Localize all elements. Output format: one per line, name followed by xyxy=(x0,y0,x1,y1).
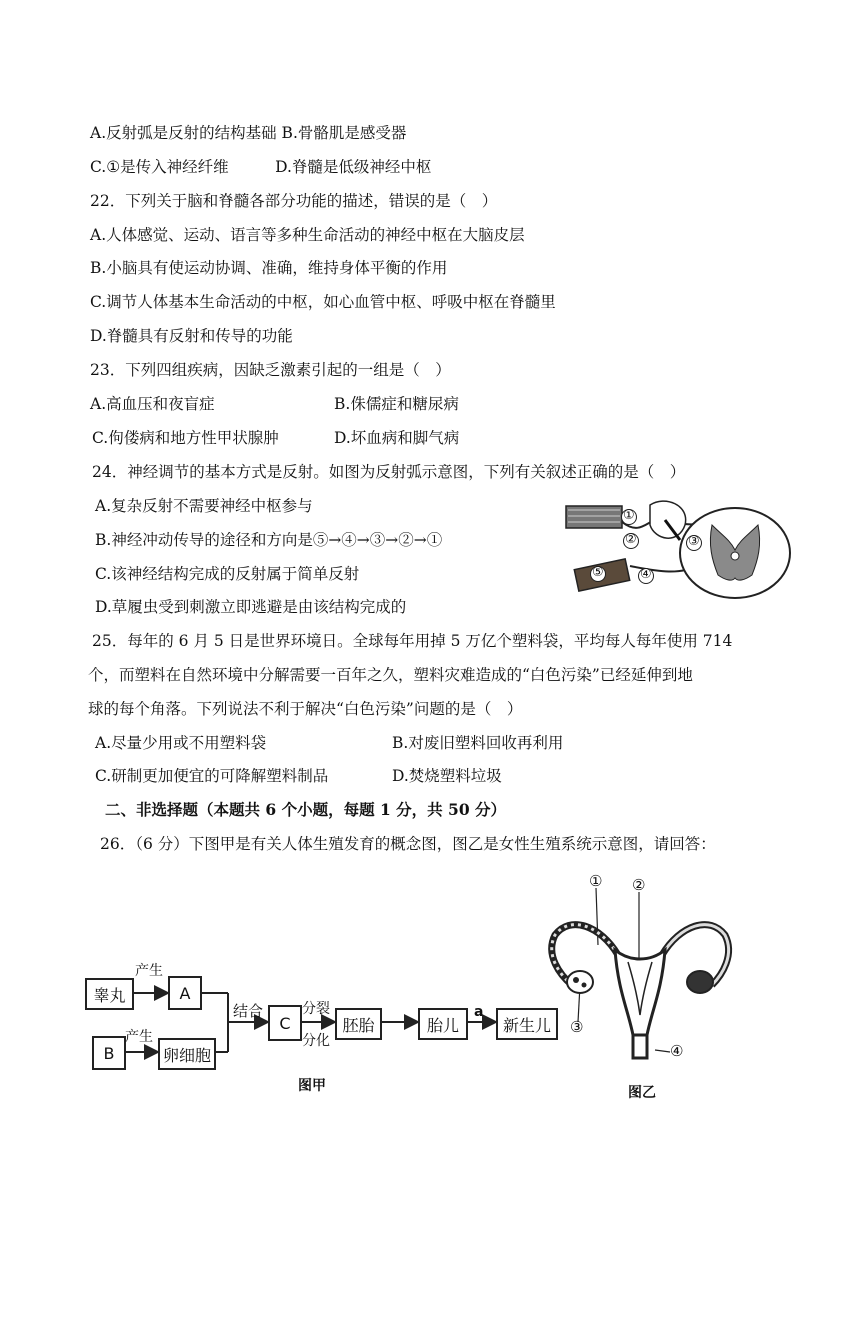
q23-option-b: B.侏儒症和糖尿病 xyxy=(334,395,459,413)
q22-option-c: C.调节人体基本生命活动的中枢，如心血管中枢、呼吸中枢在脊髓里 xyxy=(90,293,556,311)
q24-option-b: B.神经冲动传导的途径和方向是⑤→④→③→②→① xyxy=(95,531,443,549)
q25-option-c: C.研制更加便宜的可降解塑料制品 xyxy=(95,767,329,785)
q23-option-a: A.高血压和夜盲症 xyxy=(90,395,215,413)
q25-option-b: B.对废旧塑料回收再利用 xyxy=(392,734,564,752)
box-b: B xyxy=(92,1036,126,1070)
label-a: a xyxy=(474,1004,484,1020)
uterus-label-1: ① xyxy=(589,872,603,890)
reflex-label-2: ② xyxy=(625,532,637,547)
box-c: C xyxy=(268,1005,302,1041)
uterus-label-2: ② xyxy=(632,876,646,894)
q25-stem-line2: 个，而塑料在自然环境中分解需要一百年之久，塑料灾难造成的“白色污染”已经延伸到地 xyxy=(88,666,693,684)
box-testis: 睾丸 xyxy=(85,978,134,1010)
box-fetus: 胎儿 xyxy=(418,1008,468,1040)
q22-option-d: D.脊髓具有反射和传导的功能 xyxy=(90,327,293,345)
q25-option-a: A.尽量少用或不用塑料袋 xyxy=(95,734,267,752)
q23-option-d: D.坏血病和脚气病 xyxy=(334,429,460,447)
q24-option-d: D.草履虫受到刺激立即逃避是由该结构完成的 xyxy=(95,598,407,616)
q21-option-ab: A.反射弧是反射的结构基础 B.骨骼肌是感受器 xyxy=(90,124,407,142)
uterus-label-4: ④ xyxy=(670,1042,684,1060)
section-two-heading: 二、非选择题（本题共 6 个小题，每题 1 分，共 50 分） xyxy=(105,800,507,819)
q24-option-c: C.该神经结构完成的反射属于简单反射 xyxy=(95,565,360,583)
q22-option-a: A.人体感觉、运动、语言等多种生命活动的神经中枢在大脑皮层 xyxy=(90,226,525,244)
q24-option-a: A.复杂反射不需要神经中枢参与 xyxy=(95,497,313,515)
uterus-label-3: ③ xyxy=(570,1018,584,1036)
box-a: A xyxy=(168,976,202,1010)
figure-jia-caption: 图甲 xyxy=(298,1078,326,1094)
reflex-label-3: ③ xyxy=(688,534,700,549)
box-egg-cell: 卵细胞 xyxy=(158,1038,216,1070)
q26-stem: 26．（6 分）下图甲是有关人体生殖发育的概念图，图乙是女性生殖系统示意图，请回答： xyxy=(100,835,716,853)
q25-option-d: D.焚烧塑料垃圾 xyxy=(392,767,502,785)
q23-option-c: C.佝偻病和地方性甲状腺肿 xyxy=(92,429,279,447)
label-divide: 分裂 xyxy=(302,1001,330,1017)
q21-option-cd: C.①是传入神经纤维 D.脊髓是低级神经中枢 xyxy=(90,158,432,176)
q22-stem: 22．下列关于脑和脊髓各部分功能的描述，错误的是（ ） xyxy=(90,192,498,210)
reflex-label-1: ① xyxy=(623,508,635,523)
q25-stem-line1: 25．每年的 6 月 5 日是世界环境日。全球每年用掉 5 万亿个塑料袋，平均每人每年使用 714 xyxy=(92,632,733,650)
box-newborn: 新生儿 xyxy=(496,1008,558,1040)
q22-option-b: B.小脑具有使运动协调、准确，维持身体平衡的作用 xyxy=(90,259,448,277)
label-produce-2: 产生 xyxy=(125,1029,153,1045)
q25-stem-line3: 球的每个角落。下列说法不利于解决“白色污染”问题的是（ ） xyxy=(88,700,523,718)
box-embryo: 胚胎 xyxy=(335,1008,382,1040)
q24-stem: 24．神经调节的基本方式是反射。如图为反射弧示意图，下列有关叙述正确的是（ ） xyxy=(92,463,686,481)
label-differentiate: 分化 xyxy=(302,1033,330,1049)
q23-stem: 23．下列四组疾病，因缺乏激素引起的一组是（ ） xyxy=(90,361,451,379)
label-combine: 结合 xyxy=(233,1002,264,1020)
reflex-label-4: ④ xyxy=(640,567,652,582)
label-produce-1: 产生 xyxy=(135,963,163,979)
figure-yi-caption: 图乙 xyxy=(628,1085,656,1101)
reflex-label-5: ⑤ xyxy=(592,565,604,580)
